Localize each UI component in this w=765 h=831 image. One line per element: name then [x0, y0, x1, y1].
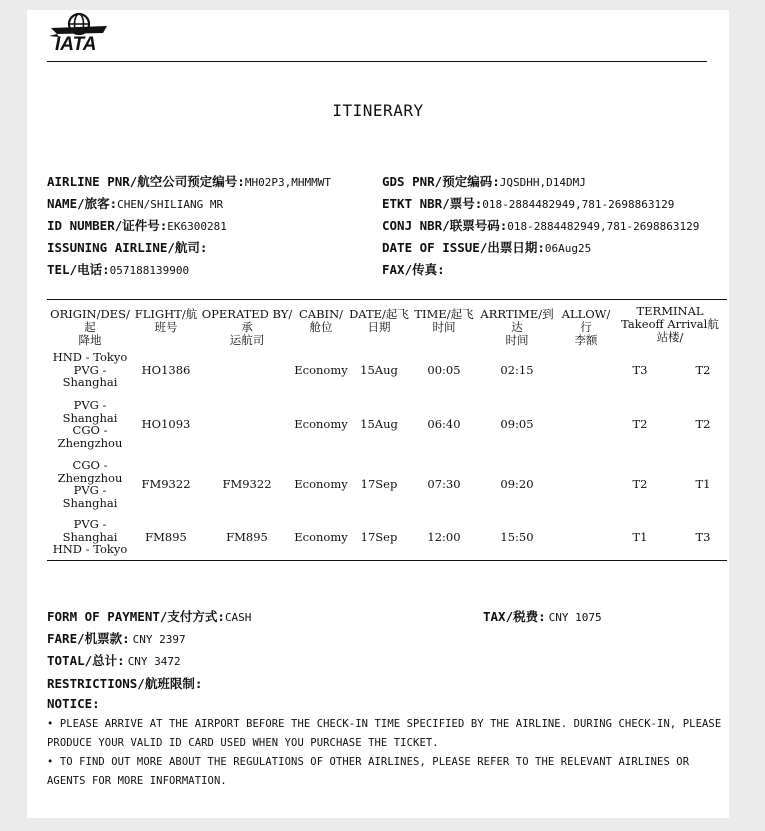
row2-takeoff-terminal: T2 [632, 417, 648, 431]
column-header-cabin [293, 308, 349, 334]
row2-arrtime: 09:05 [500, 417, 534, 431]
row3-arrival-terminal: T1 [695, 477, 711, 491]
column-header-date-line: 日期 [367, 320, 391, 334]
row3-time: 07:30 [427, 477, 461, 491]
restrictions [47, 674, 202, 692]
telephone-label: TEL/电话: [47, 262, 110, 277]
row4-cabin: Economy [294, 530, 348, 544]
form-of-payment [47, 607, 251, 625]
row4-flight: FM895 [145, 530, 187, 544]
column-header-flight [133, 308, 199, 334]
id-number-value: EK6300281 [167, 220, 227, 233]
row3-flight: FM9322 [141, 477, 191, 491]
form-of-payment-label: FORM OF PAYMENT/支付方式: [47, 609, 225, 624]
tax-value: CNY 1075 [548, 611, 602, 624]
row2-flight: HO1093 [141, 417, 191, 431]
column-header-flight-line: FLIGHT/航 [134, 307, 198, 321]
row4-origin-line: HND - Tokyo [52, 542, 128, 556]
fare-label: FARE/机票款: [47, 631, 130, 646]
row2-time: 06:40 [427, 417, 461, 431]
telephone [47, 260, 189, 278]
row1-cabin: Economy [294, 363, 348, 377]
column-header-flight-line: 班号 [154, 320, 178, 334]
gds-pnr-value: JQSDHH,D14DMJ [499, 176, 586, 189]
row4-origin-line: Shanghai [62, 529, 118, 544]
row4-arrival-terminal: T3 [695, 530, 711, 544]
row1-flight: HO1386 [141, 363, 191, 377]
airline-pnr-label: AIRLINE PNR/航空公司预定编号: [47, 174, 245, 189]
etkt-number-label: ETKT NBR/票号: [382, 196, 483, 211]
column-header-time [412, 308, 476, 334]
column-header-origin-line: ORIGIN/DES/起 [50, 307, 130, 334]
notice-line: • PLEASE ARRIVE AT THE AIRPORT BEFORE THE CHECK-IN TIME SPECIFIED BY THE AIRLINE. DURING CHECK-IN, PLEASE [47, 718, 722, 730]
row1-arrtime: 02:15 [500, 363, 534, 377]
fax [382, 260, 445, 278]
airline-pnr-value: MH02P3,MHMMWT [244, 176, 331, 189]
itinerary-document [27, 10, 729, 818]
date-of-issue-label: DATE OF ISSUE/出票日期: [382, 240, 545, 255]
column-header-origin [45, 308, 135, 347]
header-divider [47, 61, 707, 62]
row3-origin-line: CGO - [72, 458, 108, 472]
etkt-number-value: 018-2884482949,781-2698863129 [482, 198, 675, 211]
column-header-terminal [611, 305, 729, 344]
telephone-value: 057188139900 [109, 264, 190, 277]
row1-takeoff-terminal: T3 [632, 363, 648, 377]
conj-number [382, 216, 699, 234]
tax [483, 607, 602, 625]
conj-number-label: CONJ NBR/联票号码: [382, 218, 508, 233]
row3-origin [45, 459, 135, 509]
column-header-arrtime [475, 308, 559, 347]
column-header-allow-line: 李额 [574, 333, 598, 347]
column-header-operated-by [199, 308, 295, 347]
row4-date: 17Sep [360, 530, 398, 544]
tax-label: TAX/税费: [483, 609, 546, 624]
column-header-arrtime-line: 时间 [505, 333, 529, 347]
row2-origin-line: CGO - [72, 423, 108, 437]
column-header-terminal-line: Takeoff Arrival航 [621, 317, 719, 331]
page-title: ITINERARY [332, 101, 424, 120]
notice-line: • TO FIND OUT MORE ABOUT THE REGULATIONS OF OTHER AIRLINES, PLEASE REFER TO THE RELEVANT AIRLINES OR [47, 756, 690, 768]
column-header-date [346, 308, 412, 334]
row2-origin-line: Shanghai [62, 410, 118, 425]
row4-arrtime: 15:50 [500, 530, 534, 544]
row2-origin [45, 399, 135, 449]
passenger-name [47, 194, 223, 212]
column-header-time-line: TIME/起飞 [414, 307, 474, 321]
column-header-operated-line: OPERATED BY/承 [201, 307, 293, 334]
passenger-name-value: CHEN/SHILIANG MR [117, 198, 224, 211]
row4-takeoff-terminal: T1 [632, 530, 648, 544]
column-header-operated-line: 运航司 [229, 333, 265, 347]
total [47, 651, 181, 669]
column-header-cabin-line: 舱位 [309, 320, 333, 334]
fare [47, 629, 186, 647]
id-number-label: ID NUMBER/证件号: [47, 218, 168, 233]
row3-origin-line: Shanghai [62, 495, 118, 510]
restrictions-label: RESTRICTIONS/航班限制: [47, 676, 203, 691]
row2-origin-line: Zhengzhou [57, 435, 123, 450]
column-header-allow [557, 308, 615, 347]
row3-arrtime: 09:20 [500, 477, 534, 491]
column-header-time-line: 时间 [432, 320, 456, 334]
table-bottom-rule [47, 560, 727, 561]
row4-time: 12:00 [427, 530, 461, 544]
row1-date: 15Aug [360, 363, 398, 377]
row3-origin-line: PVG - [73, 483, 107, 497]
row2-cabin: Economy [294, 417, 348, 431]
column-header-terminal-line: 站楼/ [656, 330, 684, 344]
total-value: CNY 3472 [127, 655, 181, 668]
fare-value: CNY 2397 [132, 633, 186, 646]
row1-origin-line: HND - Tokyo [52, 350, 128, 364]
issuing-airline [47, 238, 207, 256]
date-of-issue-value: 06Aug25 [544, 242, 592, 255]
airline-pnr [47, 172, 331, 190]
notice-line: PRODUCE YOUR VALID ID CARD USED WHEN YOU PURCHASE THE TICKET. [47, 737, 439, 749]
column-header-terminal-line: TERMINAL [636, 304, 704, 318]
total-label: TOTAL/总计: [47, 653, 125, 668]
row1-time: 00:05 [427, 363, 461, 377]
row3-cabin: Economy [294, 477, 348, 491]
issuing-airline-label: ISSUNING AIRLINE/航司: [47, 240, 208, 255]
column-header-date-line: DATE/起飞 [349, 307, 409, 321]
row4-operated-by: FM895 [226, 530, 268, 544]
row4-origin-line: PVG - [73, 517, 107, 531]
row1-origin [45, 351, 135, 389]
row1-arrival-terminal: T2 [695, 363, 711, 377]
row1-origin-line: Shanghai [62, 375, 118, 389]
row2-arrival-terminal: T2 [695, 417, 711, 431]
passenger-name-label: NAME/旅客: [47, 196, 118, 211]
id-number [47, 216, 227, 234]
iata-logo-text: IATA [55, 34, 97, 55]
notice-line: AGENTS FOR MORE INFORMATION. [47, 775, 227, 787]
gds-pnr-label: GDS PNR/预定编码: [382, 174, 500, 189]
row4-origin [45, 518, 135, 556]
conj-number-value: 018-2884482949,781-2698863129 [507, 220, 700, 233]
notice-heading: NOTICE: [47, 696, 100, 711]
row1-origin-line: PVG - [73, 362, 107, 377]
row2-date: 15Aug [360, 417, 398, 431]
date-of-issue [382, 238, 591, 256]
form-of-payment-value: CASH [224, 611, 252, 624]
column-header-cabin-line: CABIN/ [298, 307, 344, 321]
etkt-number [382, 194, 674, 212]
row3-operated-by: FM9322 [222, 477, 272, 491]
row2-origin-line: PVG - [73, 398, 107, 412]
row3-takeoff-terminal: T2 [632, 477, 648, 491]
row3-date: 17Sep [360, 477, 398, 491]
row3-origin-line: Zhengzhou [57, 470, 123, 485]
column-header-allow-line: ALLOW/行 [561, 307, 611, 334]
table-top-rule [47, 299, 727, 300]
column-header-arrtime-line: ARRTIME/到达 [480, 307, 554, 334]
column-header-origin-line: 降地 [78, 333, 102, 347]
fax-label: FAX/传真: [382, 262, 445, 277]
gds-pnr [382, 172, 586, 190]
